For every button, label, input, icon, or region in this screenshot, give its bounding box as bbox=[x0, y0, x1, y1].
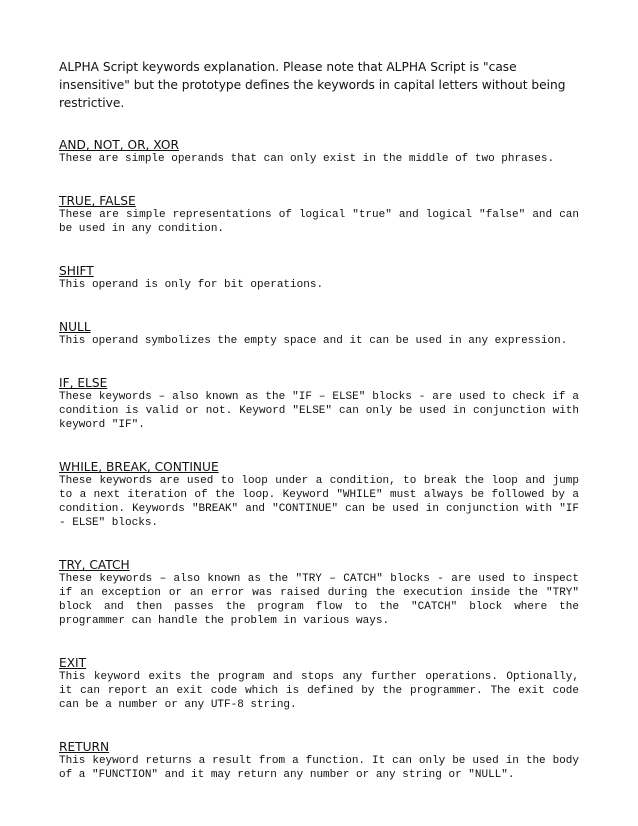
section-body: These keywords are used to loop under a condition, to break the loop and jump to a next iteration of the loop. Keyword "WHILE" must always be followed by a condition. Keywords "BREAK" and "CONTINUE" can be used in conjunction with "IF - ELSE" blocks. bbox=[59, 475, 579, 529]
section-heading: SHIFT bbox=[59, 264, 94, 278]
section-body: This keyword exits the program and stops any further operations. Optionally, it can report an exit code which is defined by the programmer. The exit code can be a number or any UTF-8 string. bbox=[59, 671, 579, 711]
section-exit bbox=[59, 656, 579, 712]
section-heading: NULL bbox=[59, 320, 91, 334]
section-shift bbox=[59, 264, 579, 292]
section-if-else bbox=[59, 376, 579, 432]
section-try-catch bbox=[59, 558, 579, 628]
section-body: These are simple operands that can only exist in the middle of two phrases. bbox=[59, 153, 555, 165]
intro-paragraph: ALPHA Script keywords explanation. Please note that ALPHA Script is "case insensitive" but the prototype defines the keywords in capital letters without being restrictive. bbox=[59, 60, 566, 110]
section-body: These keywords – also known as the "TRY – CATCH" blocks - are used to inspect if an exception or an error was raised during the execution inside the "TRY" block and then passes the program flow to the "CATCH" block where the programmer can handle the problem in various ways. bbox=[59, 573, 579, 627]
section-null bbox=[59, 320, 579, 348]
section-body: These keywords – also known as the "IF – ELSE" blocks - are used to check if a condition is valid or not. Keyword "ELSE" can only be used in conjunction with keyword "IF". bbox=[59, 391, 579, 431]
section-return bbox=[59, 740, 579, 782]
section-true-false bbox=[59, 194, 579, 236]
section-and-not-or-xor bbox=[59, 138, 579, 166]
section-heading: TRY, CATCH bbox=[59, 558, 130, 572]
section-heading: RETURN bbox=[59, 740, 110, 754]
section-heading: TRUE, FALSE bbox=[59, 194, 136, 208]
document-page bbox=[59, 58, 579, 782]
section-heading: EXIT bbox=[59, 656, 87, 670]
section-body: This keyword returns a result from a function. It can only be used in the body of a "FUNCTION" and it may return any number or any string or "NULL". bbox=[59, 755, 579, 781]
section-heading: WHILE, BREAK, CONTINUE bbox=[59, 460, 219, 474]
section-body: These are simple representations of logical "true" and logical "false" and can be used in any condition. bbox=[59, 209, 579, 235]
section-heading: IF, ELSE bbox=[59, 376, 108, 390]
section-while-break-continue bbox=[59, 460, 579, 530]
section-heading: AND, NOT, OR, XOR bbox=[59, 138, 179, 152]
section-body: This operand is only for bit operations. bbox=[59, 279, 324, 291]
section-body: This operand symbolizes the empty space and it can be used in any expression. bbox=[59, 335, 568, 347]
